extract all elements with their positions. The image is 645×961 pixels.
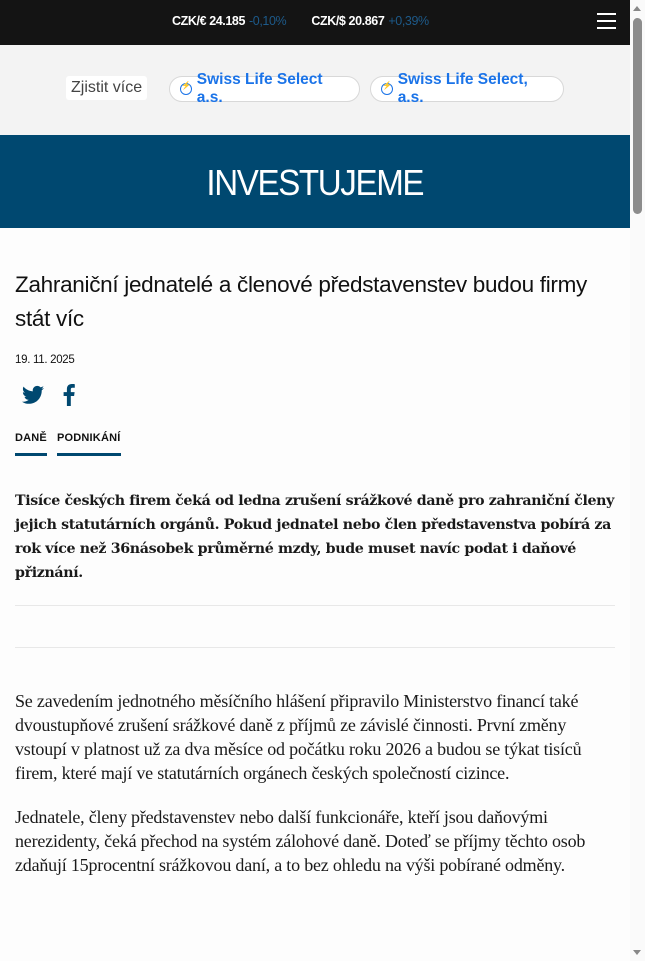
article-date: 19. 11. 2025	[15, 354, 75, 366]
rate-change: -0,10%	[249, 14, 287, 28]
site-logo[interactable]: INVESTUJEME	[206, 161, 424, 203]
tag-list	[15, 432, 615, 456]
twitter-icon[interactable]	[22, 385, 44, 405]
share-buttons	[15, 380, 615, 410]
bolt-icon	[180, 83, 192, 95]
divider	[15, 647, 615, 648]
currency-ticker	[0, 0, 630, 45]
learn-more-label[interactable]: Zjistit více	[66, 76, 147, 100]
bolt-icon	[381, 83, 393, 95]
rate-change: +0,39%	[388, 14, 429, 28]
brand-header	[0, 135, 630, 228]
ad-link-swiss-life-2[interactable]: ⚡ Swiss Life Select, a.s.	[370, 76, 564, 102]
rates	[172, 14, 451, 28]
article-perex: Tisíce českých firem čeká od ledna zrušení srážkové daně pro zahraniční členy jejich statutárních orgánů. Pokud jednatel nebo člen představenstva pobírá za rok více než 36násobek průměrné mzdy, bude muset navíc podat i daňové přiznání.	[15, 493, 615, 581]
article-body	[15, 689, 615, 877]
rate-usd: CZK/$ 20.867 +0,39%	[311, 14, 429, 28]
ad-link-swiss-life-1[interactable]: ⚡ Swiss Life Select a.s.	[169, 76, 360, 102]
paragraph: Se zavedením jednotného měsíčního hlášení připravilo Ministerstvo financí také dvoustupňové zrušení srážkové daně z příjmů ze závislé činnosti. První změny vstoupí v platnost už za dva měsíce od počátku roku 2026 a budou se týkat tisíců firem, které mají ve statutárních orgánech českých společností cizince.	[15, 691, 582, 783]
article-title: Zahraniční jednatelé a členové představenstev budou firmy stát víc	[15, 272, 587, 331]
tag-dane[interactable]: DANĚ	[15, 432, 47, 456]
rate-eur: CZK/€ 24.185 -0,10%	[172, 14, 287, 28]
ad-bar	[0, 45, 630, 135]
tag-podnikani[interactable]: PODNIKÁNÍ	[57, 432, 121, 456]
paragraph: Jednatele, členy představenstev nebo další funkcionáře, kteří jsou daňovými nerezidenty, čeká přechod na systém zálohové daně. Doteď se příjmy těchto osob zdaňují 15procentní srážkovou daní, a to bez ohledu na výši pobírané odměny.	[15, 807, 586, 875]
divider	[15, 605, 615, 606]
scrollbar[interactable]	[630, 0, 645, 961]
scroll-down-arrow-icon[interactable]	[633, 950, 641, 955]
facebook-icon[interactable]	[63, 384, 75, 406]
scroll-up-arrow-icon[interactable]	[633, 6, 641, 11]
scrollbar-thumb[interactable]	[633, 18, 642, 214]
article	[0, 268, 630, 877]
hamburger-menu-icon[interactable]	[597, 13, 616, 31]
